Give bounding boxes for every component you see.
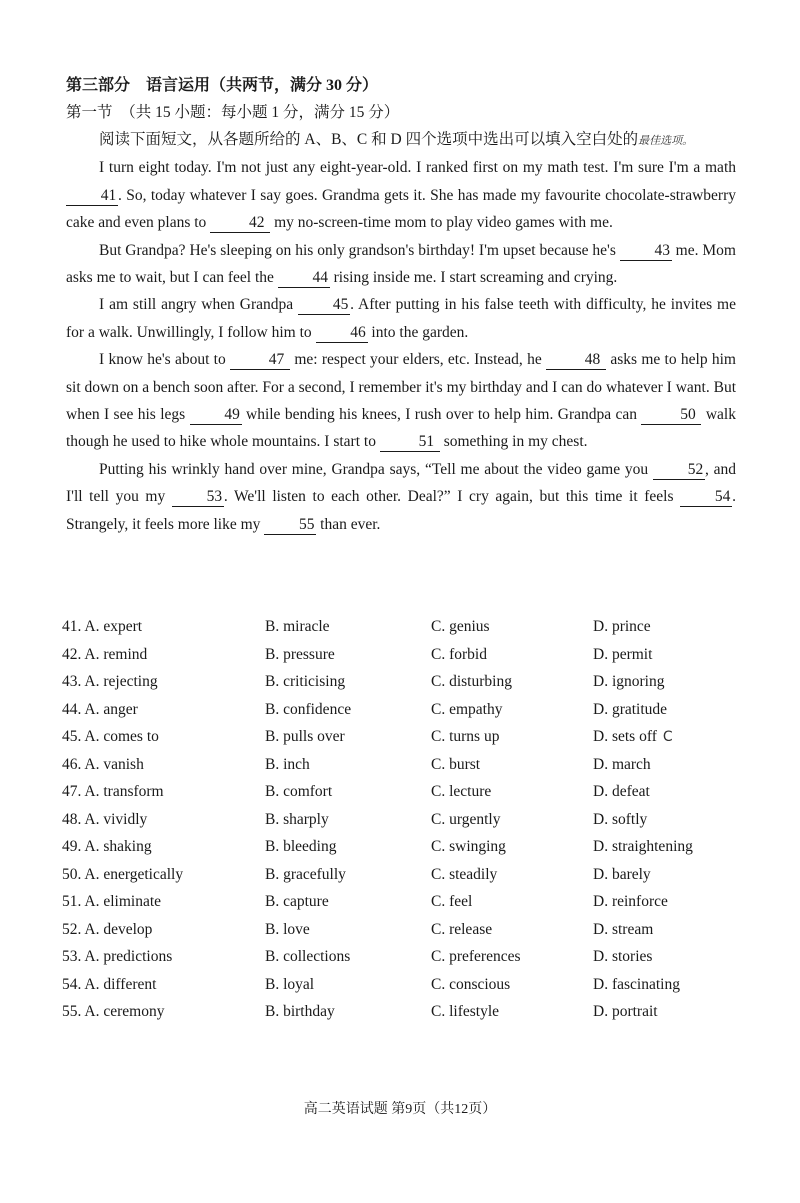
cloze-passage bbox=[66, 126, 736, 538]
blank-46: 46 bbox=[316, 324, 368, 343]
question-number: 48. bbox=[62, 810, 82, 828]
option-c[interactable]: C. empathy bbox=[431, 700, 503, 718]
option-d[interactable]: D. softly bbox=[593, 810, 648, 828]
option-c[interactable]: C. swinging bbox=[431, 838, 506, 855]
question-row bbox=[62, 728, 742, 756]
option-text: A. anger bbox=[84, 700, 138, 718]
option-text: A. expert bbox=[84, 618, 143, 635]
option-a[interactable] bbox=[62, 673, 158, 691]
option-d[interactable]: D. gratitude bbox=[593, 700, 668, 718]
option-a[interactable] bbox=[62, 618, 142, 636]
option-b[interactable]: B. pressure bbox=[265, 645, 335, 663]
option-c[interactable]: C. disturbing bbox=[431, 673, 512, 690]
question-number: 43. bbox=[62, 673, 82, 690]
question-number: 53. bbox=[62, 948, 82, 965]
option-b[interactable]: B. birthday bbox=[265, 1003, 335, 1020]
question-row bbox=[62, 701, 742, 729]
option-c[interactable]: C. lecture bbox=[431, 783, 492, 800]
option-d[interactable]: D. portrait bbox=[593, 1003, 658, 1020]
option-d[interactable]: D. defeat bbox=[593, 783, 650, 800]
option-a[interactable] bbox=[62, 976, 156, 994]
option-text: A. transform bbox=[84, 783, 164, 800]
option-a[interactable] bbox=[62, 701, 138, 719]
question-row bbox=[62, 618, 742, 646]
option-text: A. comes to bbox=[84, 728, 159, 745]
option-text: D. sets off bbox=[593, 728, 657, 745]
option-b[interactable]: B. comfort bbox=[265, 783, 333, 800]
question-row bbox=[62, 948, 742, 976]
option-b[interactable]: B. inch bbox=[265, 755, 310, 773]
option-a[interactable] bbox=[62, 866, 183, 884]
option-d[interactable]: D. stories bbox=[593, 948, 653, 965]
option-b[interactable]: B. loyal bbox=[265, 975, 315, 993]
question-number: 46. bbox=[62, 755, 82, 773]
passage-paragraph-5: Putting his wrinkly hand over mine, Grandpa says, “Tell me about the video game you 52 , and I'll tell you my 53 . We'll listen to each other. Deal?” I cry again, but this time it feels 54 . Strangely, it feels more like my 55 than ever. bbox=[66, 460, 736, 533]
section-title: 第三部分 语言运用（共两节，满分 30 分） bbox=[66, 77, 379, 94]
option-b[interactable]: B. confidence bbox=[265, 700, 352, 718]
option-a[interactable] bbox=[62, 783, 164, 801]
question-number: 51. bbox=[62, 893, 82, 910]
option-b[interactable]: B. sharply bbox=[265, 810, 329, 828]
blank-49: 49 bbox=[190, 406, 242, 425]
option-text: A. rejecting bbox=[84, 673, 158, 690]
option-a[interactable] bbox=[62, 646, 147, 664]
question-number: 47. bbox=[62, 783, 82, 800]
option-d[interactable]: D. ignoring bbox=[593, 673, 665, 690]
option-c[interactable]: C. burst bbox=[431, 755, 481, 773]
question-row bbox=[62, 866, 742, 894]
question-row bbox=[62, 646, 742, 674]
question-number: 45. bbox=[62, 728, 82, 745]
option-c[interactable]: C. urgently bbox=[431, 810, 501, 828]
blank-54: 54 bbox=[680, 488, 732, 507]
question-number: 55. bbox=[62, 1003, 82, 1020]
option-d[interactable]: D. fascinating bbox=[593, 975, 680, 993]
option-a[interactable] bbox=[62, 948, 172, 966]
question-row bbox=[62, 756, 742, 784]
option-b[interactable]: B. collections bbox=[265, 948, 351, 965]
option-b[interactable]: B. love bbox=[265, 920, 310, 938]
blank-53: 53 bbox=[172, 488, 224, 507]
option-b[interactable]: B. bleeding bbox=[265, 838, 337, 855]
passage-paragraph-2: But Grandpa? He's sleeping on his only grandson's birthday! I'm upset because he's 43 me. Mom asks me to wait, but I can feel the 44 rising inside me. I start screaming and crying. bbox=[66, 241, 736, 287]
question-row bbox=[62, 783, 742, 811]
blank-50: 50 bbox=[641, 406, 701, 425]
option-text: A. ceremony bbox=[84, 1003, 165, 1020]
instructions: 阅读下面短文，从各题所给的 A、B、C 和 D 四个选项中选出可以填入空白处的最佳选项。 bbox=[99, 131, 694, 148]
option-text: A. different bbox=[84, 975, 157, 993]
option-d[interactable]: D. stream bbox=[593, 920, 654, 938]
option-a[interactable] bbox=[62, 1003, 164, 1021]
option-c[interactable]: C. steadily bbox=[431, 865, 498, 883]
passage-paragraph-1: I turn eight today. I'm not just any eight-year-old. I ranked first on my math test. I'm sure I'm a math 41 . So, today whatever I say goes. Grandma gets it. She has made my favourite chocolate-strawberry cake and even plans to 42 my no-screen-time mom to play video games with me. bbox=[66, 159, 736, 232]
question-number: 41. bbox=[62, 618, 82, 635]
option-d[interactable]: D. prince bbox=[593, 618, 651, 635]
option-a[interactable] bbox=[62, 921, 152, 939]
option-text: A. vanish bbox=[84, 755, 144, 773]
question-row bbox=[62, 838, 742, 866]
blank-52: 52 bbox=[653, 461, 705, 480]
option-b[interactable]: B. capture bbox=[265, 893, 329, 910]
option-d[interactable] bbox=[593, 728, 673, 746]
question-number: 49. bbox=[62, 838, 82, 855]
option-text: A. vividly bbox=[84, 810, 148, 828]
option-d[interactable]: D. reinforce bbox=[593, 893, 668, 910]
blank-42: 42 bbox=[210, 214, 270, 233]
passage-paragraph-3: I am still angry when Grandpa 45 . After putting in his false teeth with difficulty, he invites me for a walk. Unwillingly, I follow him to 46 into the garden. bbox=[66, 296, 736, 341]
option-a[interactable] bbox=[62, 893, 161, 911]
option-text: A. predictions bbox=[84, 948, 173, 965]
blank-48: 48 bbox=[546, 351, 606, 370]
option-c[interactable]: C. release bbox=[431, 920, 493, 938]
option-d[interactable]: D. barely bbox=[593, 865, 651, 883]
question-row bbox=[62, 1003, 742, 1031]
option-a[interactable] bbox=[62, 728, 159, 746]
page-footer: 高二英语试题 第9页（共12页） bbox=[303, 1102, 497, 1117]
blank-51: 51 bbox=[380, 433, 440, 452]
subsection-title: 第一节 （共 15 小题：每小题 1 分，满分 15 分） bbox=[66, 104, 400, 121]
option-text: A. eliminate bbox=[84, 893, 162, 910]
question-row bbox=[62, 673, 742, 701]
option-text: A. develop bbox=[84, 920, 153, 938]
option-d[interactable]: D. permit bbox=[593, 645, 653, 663]
question-number: 44. bbox=[62, 700, 82, 718]
blank-55: 55 bbox=[264, 516, 316, 535]
question-row bbox=[62, 921, 742, 949]
option-c[interactable]: C. preferences bbox=[431, 948, 521, 965]
option-d[interactable]: D. march bbox=[593, 755, 651, 773]
blank-45: 45 bbox=[298, 296, 350, 315]
option-c[interactable]: C. forbid bbox=[431, 645, 487, 663]
question-number: 54. bbox=[62, 975, 82, 993]
answer-options bbox=[62, 618, 742, 1031]
option-b[interactable]: B. miracle bbox=[265, 618, 330, 635]
option-text: A. energetically bbox=[84, 865, 184, 883]
option-b[interactable]: B. criticising bbox=[265, 673, 346, 690]
blank-47: 47 bbox=[230, 351, 290, 370]
question-number: 42. bbox=[62, 645, 82, 663]
option-a[interactable] bbox=[62, 811, 147, 829]
option-c[interactable]: C. conscious bbox=[431, 975, 511, 993]
handwritten-note: 最佳选项。 bbox=[638, 134, 694, 147]
option-c[interactable]: C. turns up bbox=[431, 728, 500, 745]
question-row bbox=[62, 811, 742, 839]
option-b[interactable]: B. gracefully bbox=[265, 865, 346, 883]
option-text: A. remind bbox=[84, 645, 148, 663]
option-a[interactable] bbox=[62, 756, 144, 774]
question-number: 52. bbox=[62, 920, 82, 938]
question-row bbox=[62, 893, 742, 921]
option-text: A. shaking bbox=[84, 838, 152, 855]
option-c[interactable]: C. genius bbox=[431, 618, 490, 635]
option-a[interactable] bbox=[62, 838, 152, 856]
question-row bbox=[62, 976, 742, 1004]
question-number: 50. bbox=[62, 865, 82, 883]
option-c[interactable]: C. lifestyle bbox=[431, 1003, 500, 1020]
option-b[interactable]: B. pulls over bbox=[265, 728, 345, 745]
blank-41: 41 bbox=[66, 187, 118, 206]
option-d[interactable]: D. straightening bbox=[593, 838, 693, 855]
blank-43: 43 bbox=[620, 242, 672, 261]
blank-44: 44 bbox=[278, 269, 330, 288]
handwritten-mark: C bbox=[662, 729, 673, 745]
passage-paragraph-4: I know he's about to 47 me: respect your elders, etc. Instead, he 48 asks me to help him sit down on a bench soon after. For a second, I remember it's my birthday and I can do whatever I want. But when I see his legs 49 while bending his knees, I rush over to help him. Grandpa can 50 walk though he used to hike whole mountains. I start to 51 something in my chest. bbox=[66, 351, 736, 451]
option-c[interactable]: C. feel bbox=[431, 893, 473, 910]
